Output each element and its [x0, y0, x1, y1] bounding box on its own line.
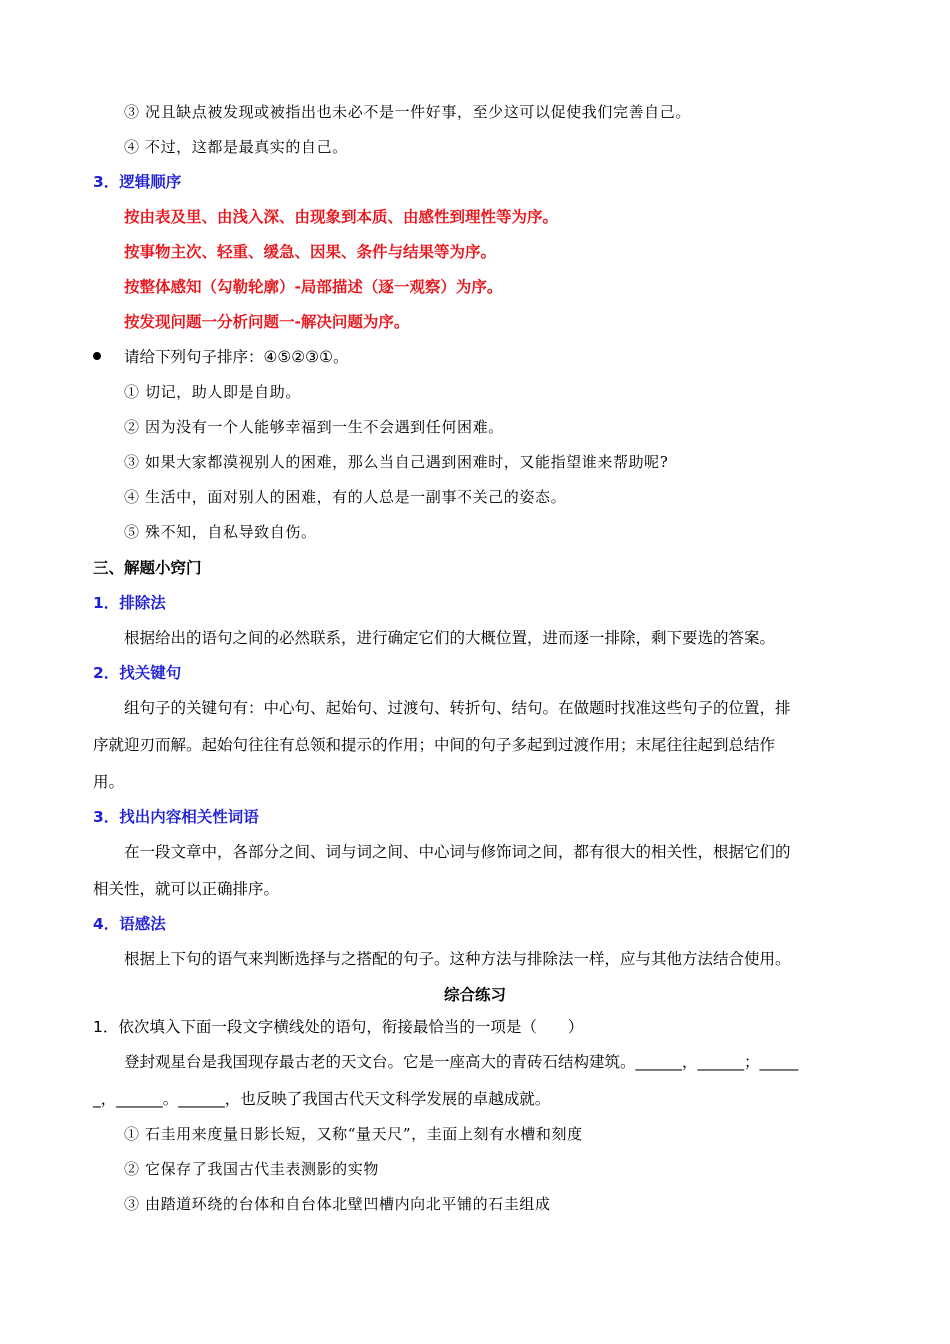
option-line: ① 石圭用来度量日影长短，又称“量天尺”，圭面上刻有水槽和刻度 — [124, 1125, 583, 1143]
tips-section-title: 三、解题小窍门 — [93, 559, 202, 577]
sentence-3: ③ 况且缺点被发现或被指出也未必不是一件好事，至少这可以促使我们完善自己。 — [124, 103, 691, 121]
bullet-icon — [93, 352, 101, 360]
question-1-text-line: 登封观星台是我国现存最古老的天文台。它是一座高大的青砖石结构建筑。______，______；_____ — [124, 1053, 799, 1071]
tip2-body-line: 序就迎刃而解。起始句往往有总领和提示的作用；中间的句子多起到过渡作用；末尾往往起到总结作 — [93, 736, 776, 754]
tip3-body-line: 在一段文章中，各部分之间、词与词之间、中心词与修饰词之间，都有很大的相关性，根据它们的 — [124, 843, 791, 861]
practice-title: 综合练习 — [443, 986, 506, 1004]
logic-item: 按由表及里、由浅入深、由现象到本质、由感性到理性等为序。 — [124, 208, 559, 226]
exercise-sentence: ② 因为没有一个人能够幸福到一生不会遇到任何困难。 — [124, 418, 504, 436]
tip2-body-line: 用。 — [93, 773, 125, 791]
exercise-sentence: ① 切记，助人即是自助。 — [124, 383, 301, 401]
tip2-body-line: 组句子的关键句有：中心句、起始句、过渡句、转折句、结句。在做题时找准这些句子的位置，排 — [124, 699, 791, 717]
tip1-heading: 1．排除法 — [93, 594, 166, 612]
logic-item: 按整体感知（勾勒轮廓）-局部描述（逐一观察）为序。 — [124, 278, 503, 296]
logic-item: 按发现问题一分析问题一-解决问题为序。 — [124, 313, 410, 331]
exercise-prompt: 请给下列句子排序：④⑤②③①。 — [124, 348, 349, 366]
exercise-sentence: ③ 如果大家都漠视别人的困难，那么当自己遇到困难时，又能指望谁来帮助呢? — [124, 453, 669, 471]
tip4-heading: 4．语感法 — [93, 915, 166, 933]
option-line: ② 它保存了我国古代圭表测影的实物 — [124, 1160, 379, 1178]
question-1: 1．依次填入下面一段文字横线处的语句，衔接最恰当的一项是（ ） — [93, 1018, 584, 1036]
logic-order-heading: 3．逻辑顺序 — [93, 173, 182, 191]
logic-item: 按事物主次、轻重、缓急、因果、条件与结果等为序。 — [124, 243, 497, 261]
tip4-body: 根据上下句的语气来判断选择与之搭配的句子。这种方法与排除法一样，应与其他方法结合使用。 — [124, 950, 791, 968]
option-line: ③ 由踏道环绕的台体和自台体北壁凹槽内向北平铺的石圭组成 — [124, 1195, 551, 1213]
exercise-sentence: ⑤ 殊不知，自私导致自伤。 — [124, 523, 317, 541]
tip3-heading: 3．找出内容相关性词语 — [93, 808, 259, 826]
tip2-heading: 2．找关键句 — [93, 664, 182, 682]
sentence-4: ④ 不过，这都是最真实的自己。 — [124, 138, 348, 156]
question-1-text-line: _，______。______，也反映了我国古代天文科学发展的卓越成就。 — [93, 1090, 551, 1108]
exercise-sentence: ④ 生活中，面对别人的困难，有的人总是一副事不关己的姿态。 — [124, 488, 567, 506]
tip1-body: 根据给出的语句之间的必然联系，进行确定它们的大概位置，进而逐一排除，剩下要选的答案。 — [124, 629, 776, 647]
tip3-body-line: 相关性，就可以正确排序。 — [93, 880, 280, 898]
